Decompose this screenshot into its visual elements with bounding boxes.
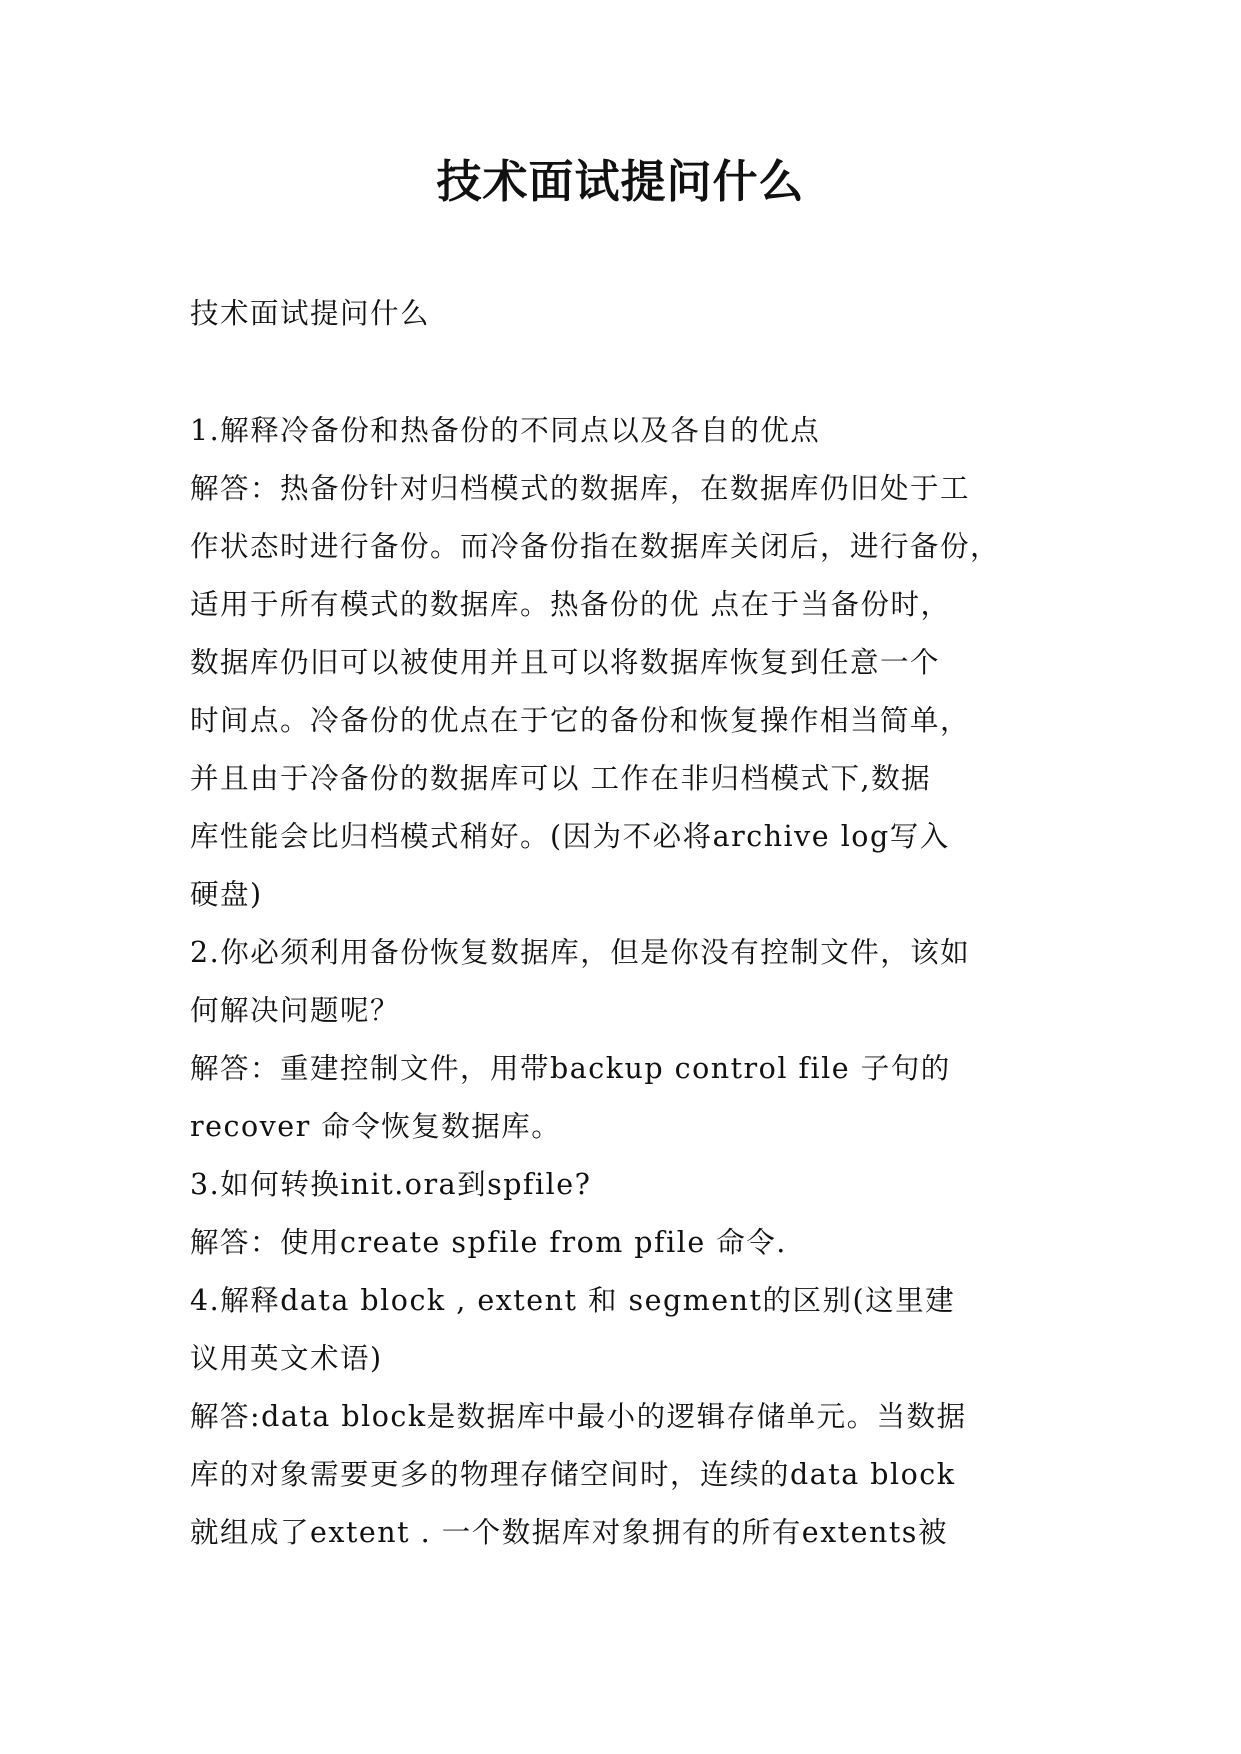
document-title: 技术面试提问什么 — [436, 155, 805, 208]
document-body — [190, 402, 1050, 1562]
body-line: 解答:data block是数据库中最小的逻辑存储单元。当数据 — [190, 1400, 967, 1433]
body-line: 解答：使用create spfile from pfile 命令. — [190, 1226, 787, 1259]
body-line: 就组成了extent . 一个数据库对象拥有的所有extents被 — [190, 1516, 948, 1549]
body-line: 1.解释冷备份和热备份的不同点以及各自的优点 — [190, 414, 821, 447]
body-line: 库的对象需要更多的物理存储空间时，连续的data block — [190, 1458, 956, 1491]
body-line: 解答：热备份针对归档模式的数据库，在数据库仍旧处于工 — [190, 472, 971, 505]
body-line: 2.你必须利用备份恢复数据库，但是你没有控制文件，该如 — [190, 936, 971, 969]
body-line: recover 命令恢复数据库。 — [190, 1110, 562, 1143]
body-line: 适用于所有模式的数据库。热备份的优 点在于当备份时， — [190, 588, 951, 621]
body-line: 议用英文术语) — [190, 1342, 383, 1375]
body-line: 4.解释data block , extent 和 segment的区别(这里建 — [190, 1284, 956, 1317]
body-line: 数据库仍旧可以被使用并且可以将数据库恢复到任意一个 — [190, 646, 941, 679]
body-line: 库性能会比归档模式稍好。(因为不必将archive log写入 — [190, 820, 950, 853]
body-line: 并且由于冷备份的数据库可以 工作在非归档模式下,数据 — [190, 762, 932, 795]
body-line: 时间点。冷备份的优点在于它的备份和恢复操作相当简单， — [190, 704, 971, 737]
body-line: 作状态时进行备份。而冷备份指在数据库关闭后，进行备份， — [190, 530, 1001, 563]
body-line: 解答：重建控制文件，用带backup control file 子句的 — [190, 1052, 951, 1085]
body-line: 何解决问题呢？ — [190, 994, 401, 1027]
body-line: 硬盘) — [190, 878, 263, 911]
document-subtitle: 技术面试提问什么 — [190, 297, 431, 330]
body-line: 3.如何转换init.ora到spfile? — [190, 1168, 592, 1201]
